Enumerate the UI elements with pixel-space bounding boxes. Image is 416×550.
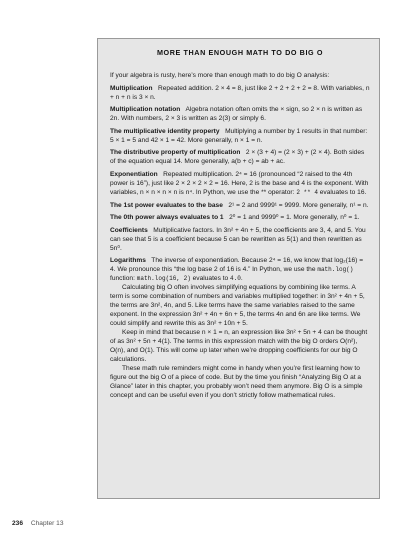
- entry-coefficients: [110, 226, 370, 253]
- entry-text: evaluates to: [192, 275, 229, 283]
- inline-code: 2 ** 4: [296, 188, 318, 196]
- entry-logarithms: [110, 256, 370, 283]
- entry-term: The distributive property of multiplication: [110, 149, 241, 157]
- entry-text: 2¹ = 2 and 9999¹ = 9999. More generally, n¹ = n.: [228, 201, 369, 209]
- entry-term: Exponentiation: [110, 170, 158, 178]
- sidebar-title: MORE THAN ENOUGH MATH TO DO BIG O: [156, 48, 324, 57]
- entry-term: The 1st power evaluates to the base: [110, 201, 223, 209]
- entry-zeroth-power: [110, 213, 370, 222]
- entry-identity-property: [110, 127, 370, 145]
- body-paragraph-big-o-orders: Keep in mind that because n × 1 = n, an expression like 3n² + 5n + 4 can be thought of as 3n² + 5n + 4(1). The terms in this expression match with the big O orders O(n²), O(n), and O(1). This will come up later when we’re dropping coefficients for our big O calculations.: [110, 329, 368, 364]
- entry-text: Repeated multiplication. 2⁴ = 16 (pronounced “2 raised to the 4th power is 16”), just like 2 × 2 × 2 × 2 = 16. Here, 2 is the base and 4 is the exponent. With variables, n × n × n × n is n⁴. In Python, we use the ** operator:: [110, 170, 369, 196]
- page-number: 236: [12, 520, 24, 527]
- entry-distributive-property: [110, 148, 370, 166]
- entry-text: 2 × (3 + 4) = (2 × 3) + (2 × 4). Both sides of the equation equal 14. More generally, a(b + c) = ab + ac.: [110, 149, 365, 166]
- entry-text: Multiplicative factors. In 3n² + 4n + 5, the coefficients are 3, 4, and 5. You can see that 5 is a coefficient because 5 can be rewritten as 5(1) and then rewritten as 5n⁰.: [110, 226, 366, 252]
- entry-text: Repeated addition. 2 × 4 = 8, just like 2 + 2 + 2 + 2 = 8. With variables, n + n + n is 3 × n.: [110, 84, 370, 101]
- entry-multiplication-notation: [110, 105, 370, 123]
- entry-term: The 0th power always evaluates to 1: [110, 214, 224, 222]
- entry-term: Multiplication notation: [110, 106, 181, 114]
- body-paragraph-reminders: These math rule reminders might come in handy when you’re first learning how to figure out the big O of a piece of code. But by the time you finish “Analyzing Big O at a Glance” later in this chapter, you probably won’t need them anymore. Big O is a simple concept and can be useful even if you don’t strictly follow mathematical rules.: [110, 365, 363, 400]
- entry-multiplication: [110, 84, 370, 102]
- entry-term: Coefficients: [110, 226, 148, 234]
- chapter-label: Chapter 13: [30, 520, 64, 527]
- page-footer: [12, 520, 63, 527]
- entry-text: evaluates to 16.: [319, 188, 367, 196]
- entry-first-power: [110, 201, 370, 210]
- entry-term: Logarithms: [110, 257, 146, 265]
- entry-text: The inverse of exponentiation. Because 2⁴ = 16, we know that log₂(16) = 4. We pronounce this “the log base 2 of 16 is 4.” In Python, we use the: [110, 257, 364, 274]
- entry-text: 2⁰ = 1 and 9999⁰ = 1. More generally, n⁰ = 1.: [229, 214, 360, 222]
- math-sidebar-box: [97, 38, 380, 499]
- sidebar-intro: If your algebra is rusty, here’s more than enough math to do big O analysis:: [110, 72, 330, 79]
- entry-text: Multiplying a number by 1 results in that number: 5 × 1 = 5 and 42 × 1 = 42. More generally, n × 1 = n.: [110, 127, 368, 144]
- entry-text: Algebra notation often omits the × sign, so 2 × n is written as 2n. With numbers, 2 × 3 is written as 2(3) or simply 6.: [110, 106, 363, 123]
- entry-exponentiation: [110, 170, 370, 197]
- inline-code: math.log(): [317, 266, 354, 274]
- entry-term: The multiplicative identity property: [110, 127, 220, 135]
- entry-term: Multiplication: [110, 84, 153, 92]
- inline-code: math.log(16, 2): [136, 275, 191, 283]
- entry-text: function:: [110, 275, 135, 283]
- entry-text: .: [240, 275, 243, 283]
- inline-code: 4.0: [230, 275, 241, 283]
- body-paragraph-like-terms: Calculating big O often involves simplifying equations by combining like terms. A term is some combination of numbers and variables multiplied together: in 3n² + 4n + 5, the terms are 3n², 4n, and 5. Like terms have the same variables raised to the same exponent. In the expression 3n² + 4n + 6n + 5, the terms 4n and 6n are like terms. We could simplify and rewrite this as 3n² + 10n + 5.: [110, 284, 365, 328]
